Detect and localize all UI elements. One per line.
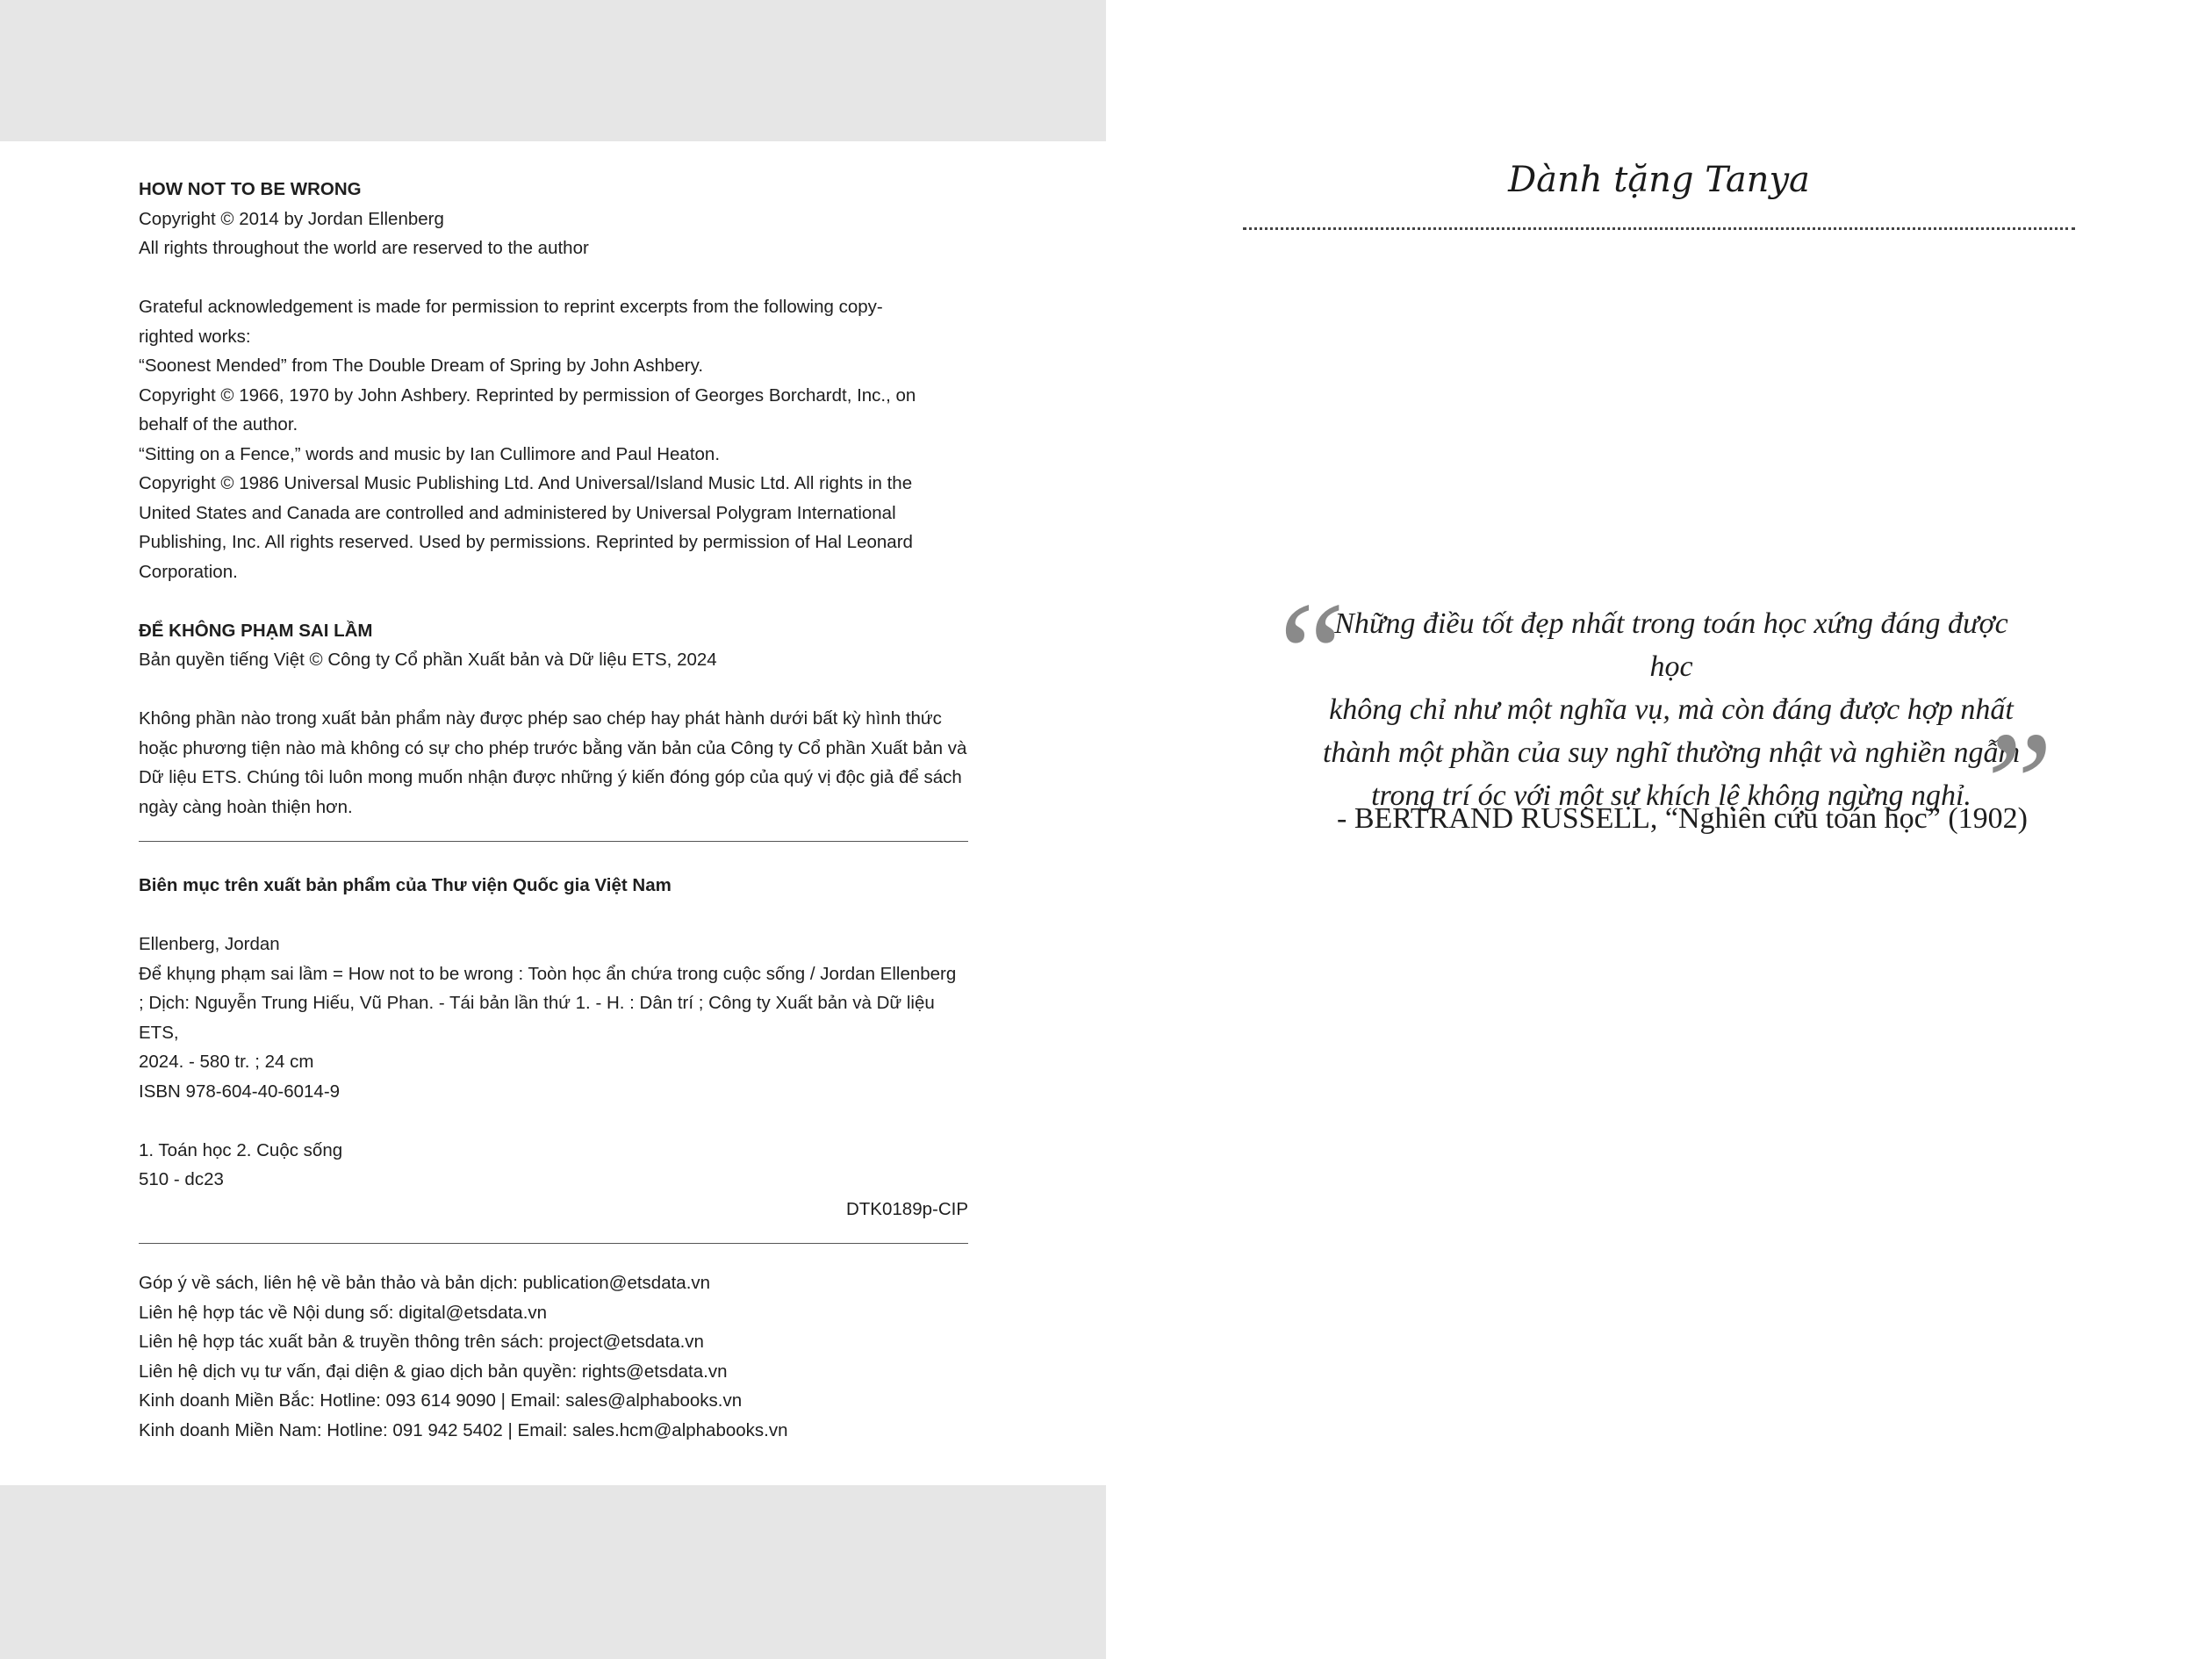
page-margin-top <box>0 0 1106 141</box>
quote-line: không chỉ như một nghĩa vụ, mà còn đáng được hợp nhất <box>1329 693 2014 726</box>
divider <box>139 841 968 842</box>
copyright-line: Copyright © 2014 by Jordan Ellenberg <box>139 208 444 229</box>
title-vietnamese: ĐỂ KHÔNG PHẠM SAI LẦM <box>139 620 373 641</box>
quote-line: thành một phần của suy nghĩ thường nhật và nghiền ngẫm <box>1322 736 2021 769</box>
dotted-divider <box>1243 227 2075 230</box>
epigraph-quote <box>1320 602 2022 817</box>
copyright-vietnamese: Bản quyền tiếng Việt © Công ty Cổ phần Xuất bản và Dữ liệu ETS, 2024 <box>139 650 717 670</box>
acknowledgement-line: Grateful acknowledgement is made for permission to reprint excerpts from the following copy- <box>139 297 883 317</box>
page-margin-bottom <box>0 1485 1106 1659</box>
acknowledgement-line: Copyright © 1966, 1970 by John Ashbery. Reprinted by permission of Georges Borchardt, Inc., on <box>139 384 916 406</box>
notice-line: hoặc phương tiện nào mà không có sự cho phép trước bằng văn bản của Công ty Cổ phần Xuất bản và <box>139 737 967 758</box>
notice-line: Không phần nào trong xuất bản phẩm này được phép sao chép hay phát hành dưới bất kỳ hình thức <box>139 708 942 729</box>
copyright-line: All rights throughout the world are reserved to the author <box>139 238 589 258</box>
cip-code: DTK0189p-CIP <box>845 1198 968 1219</box>
quote-line: Những điều tốt đẹp nhất trong toán học xứng đáng được học <box>1334 607 2008 683</box>
catalog-heading: Biên mục trên xuất bản phẩm của Thư viện Quốc gia Việt Nam <box>139 875 672 895</box>
contact-line: Góp ý về sách, liên hệ về bản thảo và bản dịch: publication@etsdata.vn <box>139 1273 711 1293</box>
catalog-line: ISBN 978-604-40-6014-9 <box>139 1081 341 1102</box>
acknowledgement-line: Publishing, Inc. All rights reserved. Used by permissions. Reprinted by permission of Hal Leonard <box>139 532 913 552</box>
notice-line: Dữ liệu ETS. Chúng tôi luôn mong muốn nhận được những ý kiến đóng góp của quý vị độc giả để sách <box>139 767 962 787</box>
divider <box>139 1243 968 1244</box>
dedication: Dành tặng Tanya <box>1508 160 1810 200</box>
title-english: HOW NOT TO BE WRONG <box>139 179 362 199</box>
open-quote-icon: “ <box>1264 571 1347 736</box>
contact-line: Liên hệ hợp tác xuất bản & truyền thông trên sách: project@etsdata.vn <box>139 1332 704 1352</box>
acknowledgement-line: Copyright © 1986 Universal Music Publishing Ltd. And Universal/Island Music Ltd. All rights in the <box>139 473 913 493</box>
catalog-line: Ellenberg, Jordan <box>139 934 280 954</box>
notice-line: ngày càng hoàn thiện hơn. <box>139 796 353 817</box>
catalog-line: ; Dịch: Nguyễn Trung Hiếu, Vũ Phan. - Tái bản lần thứ 1. - H. : Dân trí ; Công ty Xuất bản và Dữ liệu ETS, <box>139 993 935 1043</box>
acknowledgement-line: “Soonest Mended” from The Double Dream of Spring by John Ashbery. <box>139 356 704 376</box>
catalog-line: 2024. - 580 tr. ; 24 cm <box>139 1052 314 1072</box>
copyright-page <box>139 175 968 1445</box>
subject-line: 510 - dc23 <box>139 1169 224 1189</box>
subject-line: 1. Toán học 2. Cuộc sống <box>139 1139 343 1160</box>
acknowledgement-line: “Sitting on a Fence,” words and music by Ian Cullimore and Paul Heaton. <box>139 443 721 464</box>
contact-line: Kinh doanh Miền Nam: Hotline: 091 942 5402 | Email: sales.hcm@alphabooks.vn <box>139 1419 788 1440</box>
contact-line: Kinh doanh Miền Bắc: Hotline: 093 614 9090 | Email: sales@alphabooks.vn <box>139 1390 743 1411</box>
acknowledgement-line: behalf of the author. <box>139 414 298 434</box>
acknowledgement-line: Corporation. <box>139 561 238 582</box>
quote-attribution: - BERTRAND RUSSELL, “Nghiên cứu toán học” (1902) <box>1337 802 2028 835</box>
close-quote-icon: ” <box>1971 701 2054 866</box>
acknowledgement-line: United States and Canada are controlled and administered by Universal Polygram International <box>139 502 896 523</box>
acknowledgement-line: righted works: <box>139 326 251 347</box>
contact-line: Liên hệ hợp tác về Nội dung số: digital@etsdata.vn <box>139 1302 548 1323</box>
quote-line: trong trí óc với một sự khích lệ không ngừng nghỉ. <box>1371 779 1971 812</box>
dedication-page <box>1106 0 2212 1659</box>
catalog-line: Để khụng phạm sai lầm = How not to be wrong : Toòn học ẩn chứa trong cuộc sống / Jordan Ellenberg <box>139 963 957 984</box>
contact-line: Liên hệ dịch vụ tư vấn, đại diện & giao dịch bản quyền: rights@etsdata.vn <box>139 1361 728 1382</box>
